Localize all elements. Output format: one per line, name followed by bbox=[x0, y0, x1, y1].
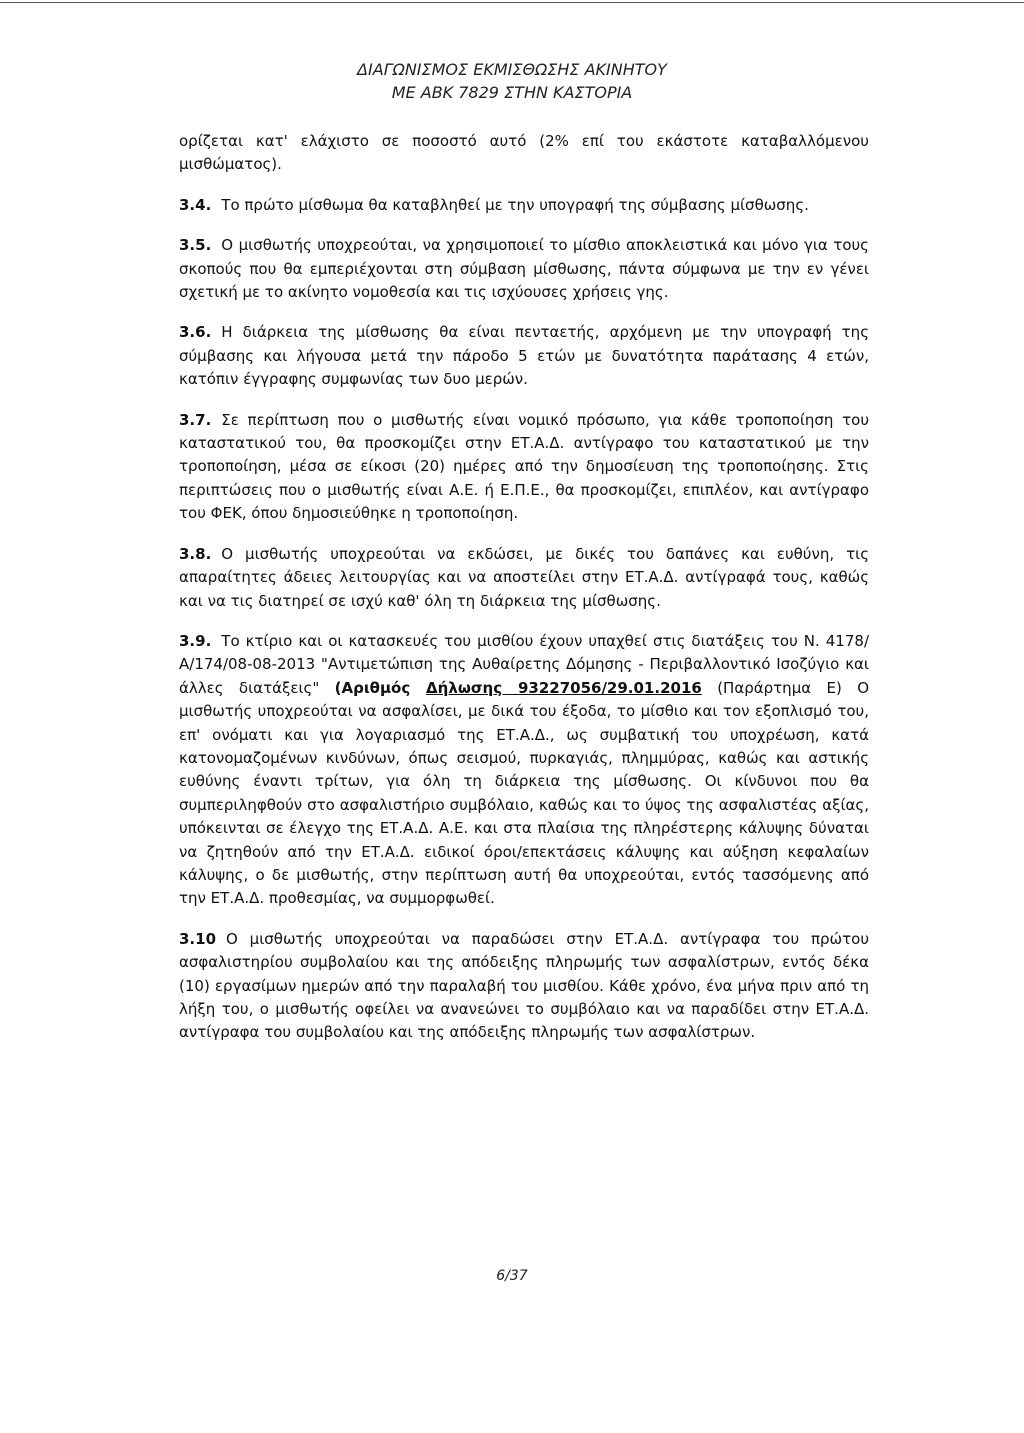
document-header bbox=[0, 58, 1024, 104]
paragraph-text: Η διάρκεια της μίσθωσης θα είναι πενταετής, αρχόμενη με την υπογραφή της σύμβασης και λήγουσα μετά την πάροδο 5 ετών με δυνατότητα παράτασης 4 ετών, κατόπιν έγγραφης συμφωνίας των δυο μερών. bbox=[179, 323, 869, 389]
paragraph-number: 3.6. bbox=[179, 323, 212, 342]
paragraph-text: (Παράρτημα Ε) Ο μισθωτής υποχρεούται να ασφαλίσει, με δικά του έξοδα, το μίσθιο και τον εξοπλισμό του, επ' ονόματι και για λογαριασμό της ΕΤ.Α.Δ., ως συμβατική του υποχρέωση, κατά κατονομαζομένων κινδύνων, όπως σεισμού, πυρκαγιάς, πλημμύρας, καθώς και αστικής ευθύνης έναντι τρίτων, για όλη τη διάρκεια της μίσθωσης. Οι κίνδυνοι που θα συμπεριληφθούν στο ασφαλιστήριο συμβόλαιο, καθώς και το ύψος της ασφαλιστέας αξίας, υπόκεινται σε έλεγχο της ΕΤ.Α.Δ. Α.Ε. και στα πλαίσια της πληρέστερης κάλυψης δύναται να ζητηθούν από την ΕΤ.Α.Δ. ειδικοί όροι/επεκτάσεις κάλυψης και αύξηση κεφαλαίων κάλυψης, ο δε μισθωτής, στην περίπτωση αυτή θα υποχρεούται, εντός τασσόμενης από την ΕΤ.Α.Δ. προθεσμίας, να συμμορφωθεί. bbox=[179, 678, 870, 908]
paragraph-number: 3.10 bbox=[179, 929, 217, 948]
paragraph-3-10 bbox=[179, 928, 869, 1045]
paragraph-continuation bbox=[179, 130, 869, 177]
paragraph-number: 3.8. bbox=[179, 544, 212, 563]
paragraph-3-9 bbox=[179, 630, 869, 911]
paragraph-text: Το πρώτο μίσθωμα θα καταβληθεί με την υπογραφή της σύμβασης μίσθωσης. bbox=[221, 195, 809, 214]
paragraph-3-7 bbox=[179, 409, 869, 526]
paragraph-text: Το κτίριο και οι κατασκευές του μισθίου έχουν υπαχθεί στις διατάξεις του Ν. 4178/Α/174/08-08-2013 "Αντιμετώπιση της Αυθαίρετης Δόμησης - Περιβαλλοντικό Ισοζύγιο και άλλες διατάξεις" bbox=[179, 631, 869, 697]
paragraph-text: Ο μισθωτής υποχρεούται, να χρησιμοποιεί το μίσθιο αποκλειστικά και μόνο για τους σκοπούς που θα εμπεριέχονται στη σύμβαση μίσθωσης, πάντα σύμφωνα με την εν γένει σχετική με το ακίνητο νομοθεσία και τις ισχύουσες χρήσεις γης. bbox=[179, 236, 869, 302]
paragraph-3-8 bbox=[179, 543, 869, 613]
paragraph-3-6 bbox=[179, 321, 869, 391]
paragraph-text: Σε περίπτωση που ο μισθωτής είναι νομικό πρόσωπο, για κάθε τροποποίηση του καταστατικού του, θα προσκομίζει στην ΕΤ.Α.Δ. αντίγραφο του καταστατικού με την τροποποίηση, μέσα σε είκοσι (20) ημέρες από την δημοσίευση της τροποποίησης. Στις περιπτώσεις που ο μισθωτής είναι Α.Ε. ή Ε.Π.Ε., θα προσκομίζει, επιπλέον, και αντίγραφο του ΦΕΚ, όπου δημοσιεύθηκε η τροποποίηση. bbox=[179, 410, 869, 523]
page-number: 6/37 bbox=[496, 1268, 528, 1284]
header-title-line1: ΔΙΑΓΩΝΙΣΜΟΣ ΕΚΜΙΣΘΩΣΗΣ ΑΚΙΝΗΤΟΥ bbox=[357, 60, 667, 79]
paragraph-3-4 bbox=[179, 194, 869, 217]
paragraph-number: 3.4. bbox=[179, 195, 212, 214]
paragraph-text: ορίζεται κατ' ελάχιστο σε ποσοστό αυτό (2% επί του εκάστοτε καταβαλλόμενου μισθώματος). bbox=[179, 132, 869, 174]
paragraph-number: 3.5. bbox=[179, 236, 212, 255]
declaration-label: (Αριθμός bbox=[334, 678, 427, 697]
paragraph-number: 3.7. bbox=[179, 410, 212, 429]
paragraph-text: Ο μισθωτής υποχρεούται να παραδώσει στην ΕΤ.Α.Δ. αντίγραφα του πρώτου ασφαλιστηρίου συμβολαίου και της απόδειξης πληρωμής των ασφαλίστρων, εντός δέκα (10) εργασίμων ημερών από την παραλαβή του μισθίου. Κάθε χρόνο, ένα μήνα πριν από τη λήξη του, ο μισθωτής οφείλει να ανανεώνει το συμβόλαιο και να παραδίδει στην ΕΤ.Α.Δ. αντίγραφα του συμβολαίου και της απόδειξης πληρωμής των ασφαλίστρων. bbox=[179, 929, 869, 1042]
paragraph-3-5 bbox=[179, 234, 869, 304]
document-body bbox=[179, 130, 869, 1062]
paragraph-text: Ο μισθωτής υποχρεούται να εκδώσει, με δικές του δαπάνες και ευθύνη, τις απαραίτητες άδειες λειτουργίας και να αποστείλει στην ΕΤ.Α.Δ. αντίγραφά τους, καθώς και να τις διατηρεί σε ισχύ καθ' όλη τη διάρκεια της μίσθωσης. bbox=[179, 544, 869, 610]
top-rule bbox=[0, 2, 1024, 3]
declaration-number: Δήλωσης 93227056/29.01.2016 bbox=[426, 678, 702, 697]
paragraph-number: 3.9. bbox=[179, 631, 212, 650]
header-title-line2: ΜΕ ΑΒΚ 7829 ΣΤΗΝ ΚΑΣΤΟΡΙΑ bbox=[391, 83, 633, 102]
